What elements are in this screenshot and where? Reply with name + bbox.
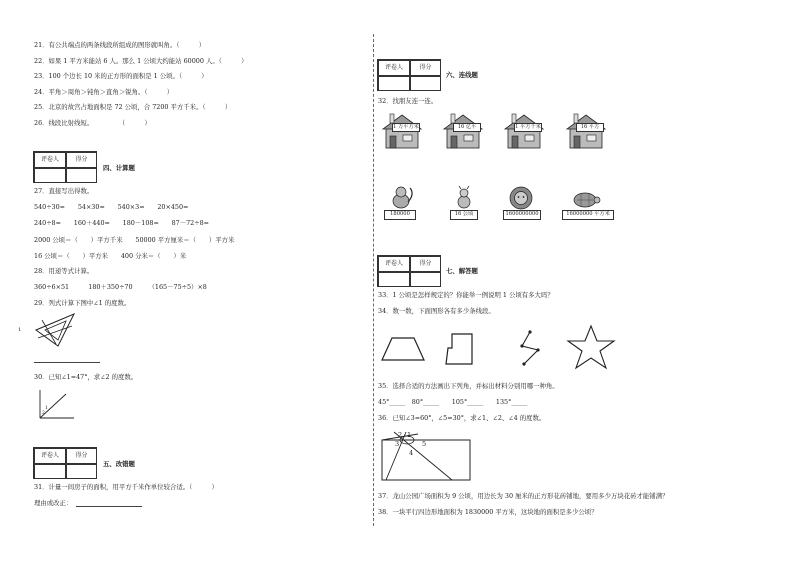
question-38: 38．一块平行四边形地面积为 1830000 平方米，这块地的面积是多少公顷？ <box>378 508 598 516</box>
question-24: 24．平角＞周角＞钝角＞直角＞锐角。（ ） <box>34 88 174 96</box>
angle-label-5: 5 <box>422 440 427 448</box>
score-box-label-grader: 评卷人 <box>34 448 66 464</box>
score-box-label-grader: 评卷人 <box>378 256 410 272</box>
question-36: 36．已知∠3=60°，∠5=30°，求∠1、∠2、∠4 的度数。 <box>378 414 546 422</box>
set-square-figure <box>34 310 78 348</box>
question-37: 37．龙山公园广场面积为 9 公顷，用边长为 30 厘米的正方形花砖铺地，要用多少万块花砖才能铺满？ <box>378 492 669 500</box>
angle-label-2: 2 <box>398 431 403 439</box>
question-29: 29．列式计算下图中∠1 的度数。 <box>34 299 131 307</box>
q31-reason-line[interactable] <box>76 506 142 507</box>
question-33: 33．1 公顷是怎样规定的？你能举一例说明 1 公顷有多大吗？ <box>378 291 554 299</box>
question-32: 32．找朋友连一连。 <box>378 97 438 105</box>
house-label-2[interactable]: 16 亿平 <box>453 123 481 132</box>
question-26: 26．线段比射线短。 （ ） <box>34 119 151 127</box>
deer-icon <box>453 186 475 210</box>
score-box-label-score: 得分 <box>66 448 97 464</box>
angle-2-label-q30: 2 <box>42 411 45 416</box>
turtle-icon <box>571 188 601 210</box>
house-label-1[interactable]: 1 万平方米 <box>392 123 420 132</box>
question-31: 31．计量一间房子的面积，用平方千米作单位较合适。（ ） <box>34 483 218 491</box>
score-box-grader-cell[interactable] <box>34 464 66 479</box>
score-box-grader-cell[interactable] <box>378 272 410 287</box>
column-divider <box>373 34 374 526</box>
score-box-label-score: 得分 <box>410 60 441 76</box>
angle-label-1: 1 <box>407 431 412 439</box>
score-box-label-score: 得分 <box>66 152 97 168</box>
lion-icon <box>507 186 535 210</box>
animal-label-3[interactable]: 1600000000 <box>503 210 541 220</box>
question-23: 23．100 个边长 10 米的正方形的面积是 1 公顷。（ ） <box>34 72 208 80</box>
angle-label-4: 4 <box>409 449 414 457</box>
angle-1-label-q30: 1 <box>45 406 48 411</box>
score-box-section-5 <box>33 447 97 479</box>
angle-label-3: 3 <box>395 440 400 448</box>
question-34: 34．数一数，下面图形各有多少条线段。 <box>378 307 495 315</box>
q31-reason-label: 理由或改正： <box>34 499 73 507</box>
score-box-score-cell[interactable] <box>410 76 441 91</box>
animal-label-4[interactable]: 16000000 平方米 <box>562 210 614 220</box>
animal-label-1[interactable]: 180000 <box>384 210 416 220</box>
question-35: 35．选择合适的方法画出下列角，并标出材料分别用哪一种角。 <box>378 382 559 390</box>
question-28: 28．用递等式计算。 <box>34 267 94 275</box>
score-box-label-score: 得分 <box>410 256 441 272</box>
squirrel-icon <box>388 186 414 210</box>
section-5-title: 五、改错题 <box>103 460 135 468</box>
house-label-3[interactable]: 1 平方千米 <box>514 123 542 132</box>
q35-angle-blanks[interactable]: 45°_____ 80°_____ 105°_____ 135°_____ <box>378 398 528 406</box>
score-box-label-grader: 评卷人 <box>378 60 410 76</box>
section-4-title: 四、计算题 <box>103 164 135 172</box>
question-21: 21．有公共端点的两条线段所组成的图形就叫角。（ ） <box>34 41 206 49</box>
score-box-label-grader: 评卷人 <box>34 152 66 168</box>
calc-row-4: 16 公顷＝（ ）平方米 400 分米＝（ ）米 <box>34 252 187 260</box>
step-calc-row: 360÷6×51 180＋350÷70 （165－75÷5）×8 <box>34 283 207 291</box>
question-22: 22．如果 1 平方米能站 6 人。那么 1 公顷大约能站 60000 人。（ ） <box>34 57 248 65</box>
calc-row-3: 2000 公顷＝（ ）平方千米 50000 平方厘米＝（ ）平方米 <box>34 236 235 244</box>
score-box-score-cell[interactable] <box>66 464 97 479</box>
score-box-grader-cell[interactable] <box>34 168 66 183</box>
question-30: 30．已知∠1=47°，求∠2 的度数。 <box>34 373 138 381</box>
q29-answer-line[interactable] <box>34 362 100 363</box>
zigzag-line-shape <box>516 328 542 368</box>
angle-1-label-q29: 1 <box>18 327 22 333</box>
star-shape <box>566 324 616 370</box>
angle-figure-q30 <box>36 388 76 424</box>
score-box-section-4 <box>33 151 97 183</box>
l-polygon-shape <box>444 330 476 366</box>
calc-row-2: 240÷8= 160＋440= 180－108= 87－72÷8= <box>34 219 210 227</box>
trapezoid-shape <box>380 334 426 364</box>
animal-label-2[interactable]: 16 公顷 <box>450 210 478 220</box>
angle-rectangle-figure <box>380 430 472 482</box>
question-27: 27．直接写出得数。 <box>34 187 94 195</box>
question-25: 25．北京的故宫占地面积是 72 公顷，合 7200 平方千米。（ ） <box>34 103 232 111</box>
house-label-4[interactable]: 16 平方 <box>576 123 604 132</box>
section-6-title: 六、连线题 <box>446 71 478 79</box>
score-box-section-6 <box>377 59 441 91</box>
section-7-title: 七、解答题 <box>446 267 478 275</box>
calc-row-1: 540÷30= 54×30= 540×3= 20×450= <box>34 203 189 211</box>
score-box-score-cell[interactable] <box>66 168 97 183</box>
score-box-grader-cell[interactable] <box>378 76 410 91</box>
score-box-score-cell[interactable] <box>410 272 441 287</box>
score-box-section-7 <box>377 255 441 287</box>
